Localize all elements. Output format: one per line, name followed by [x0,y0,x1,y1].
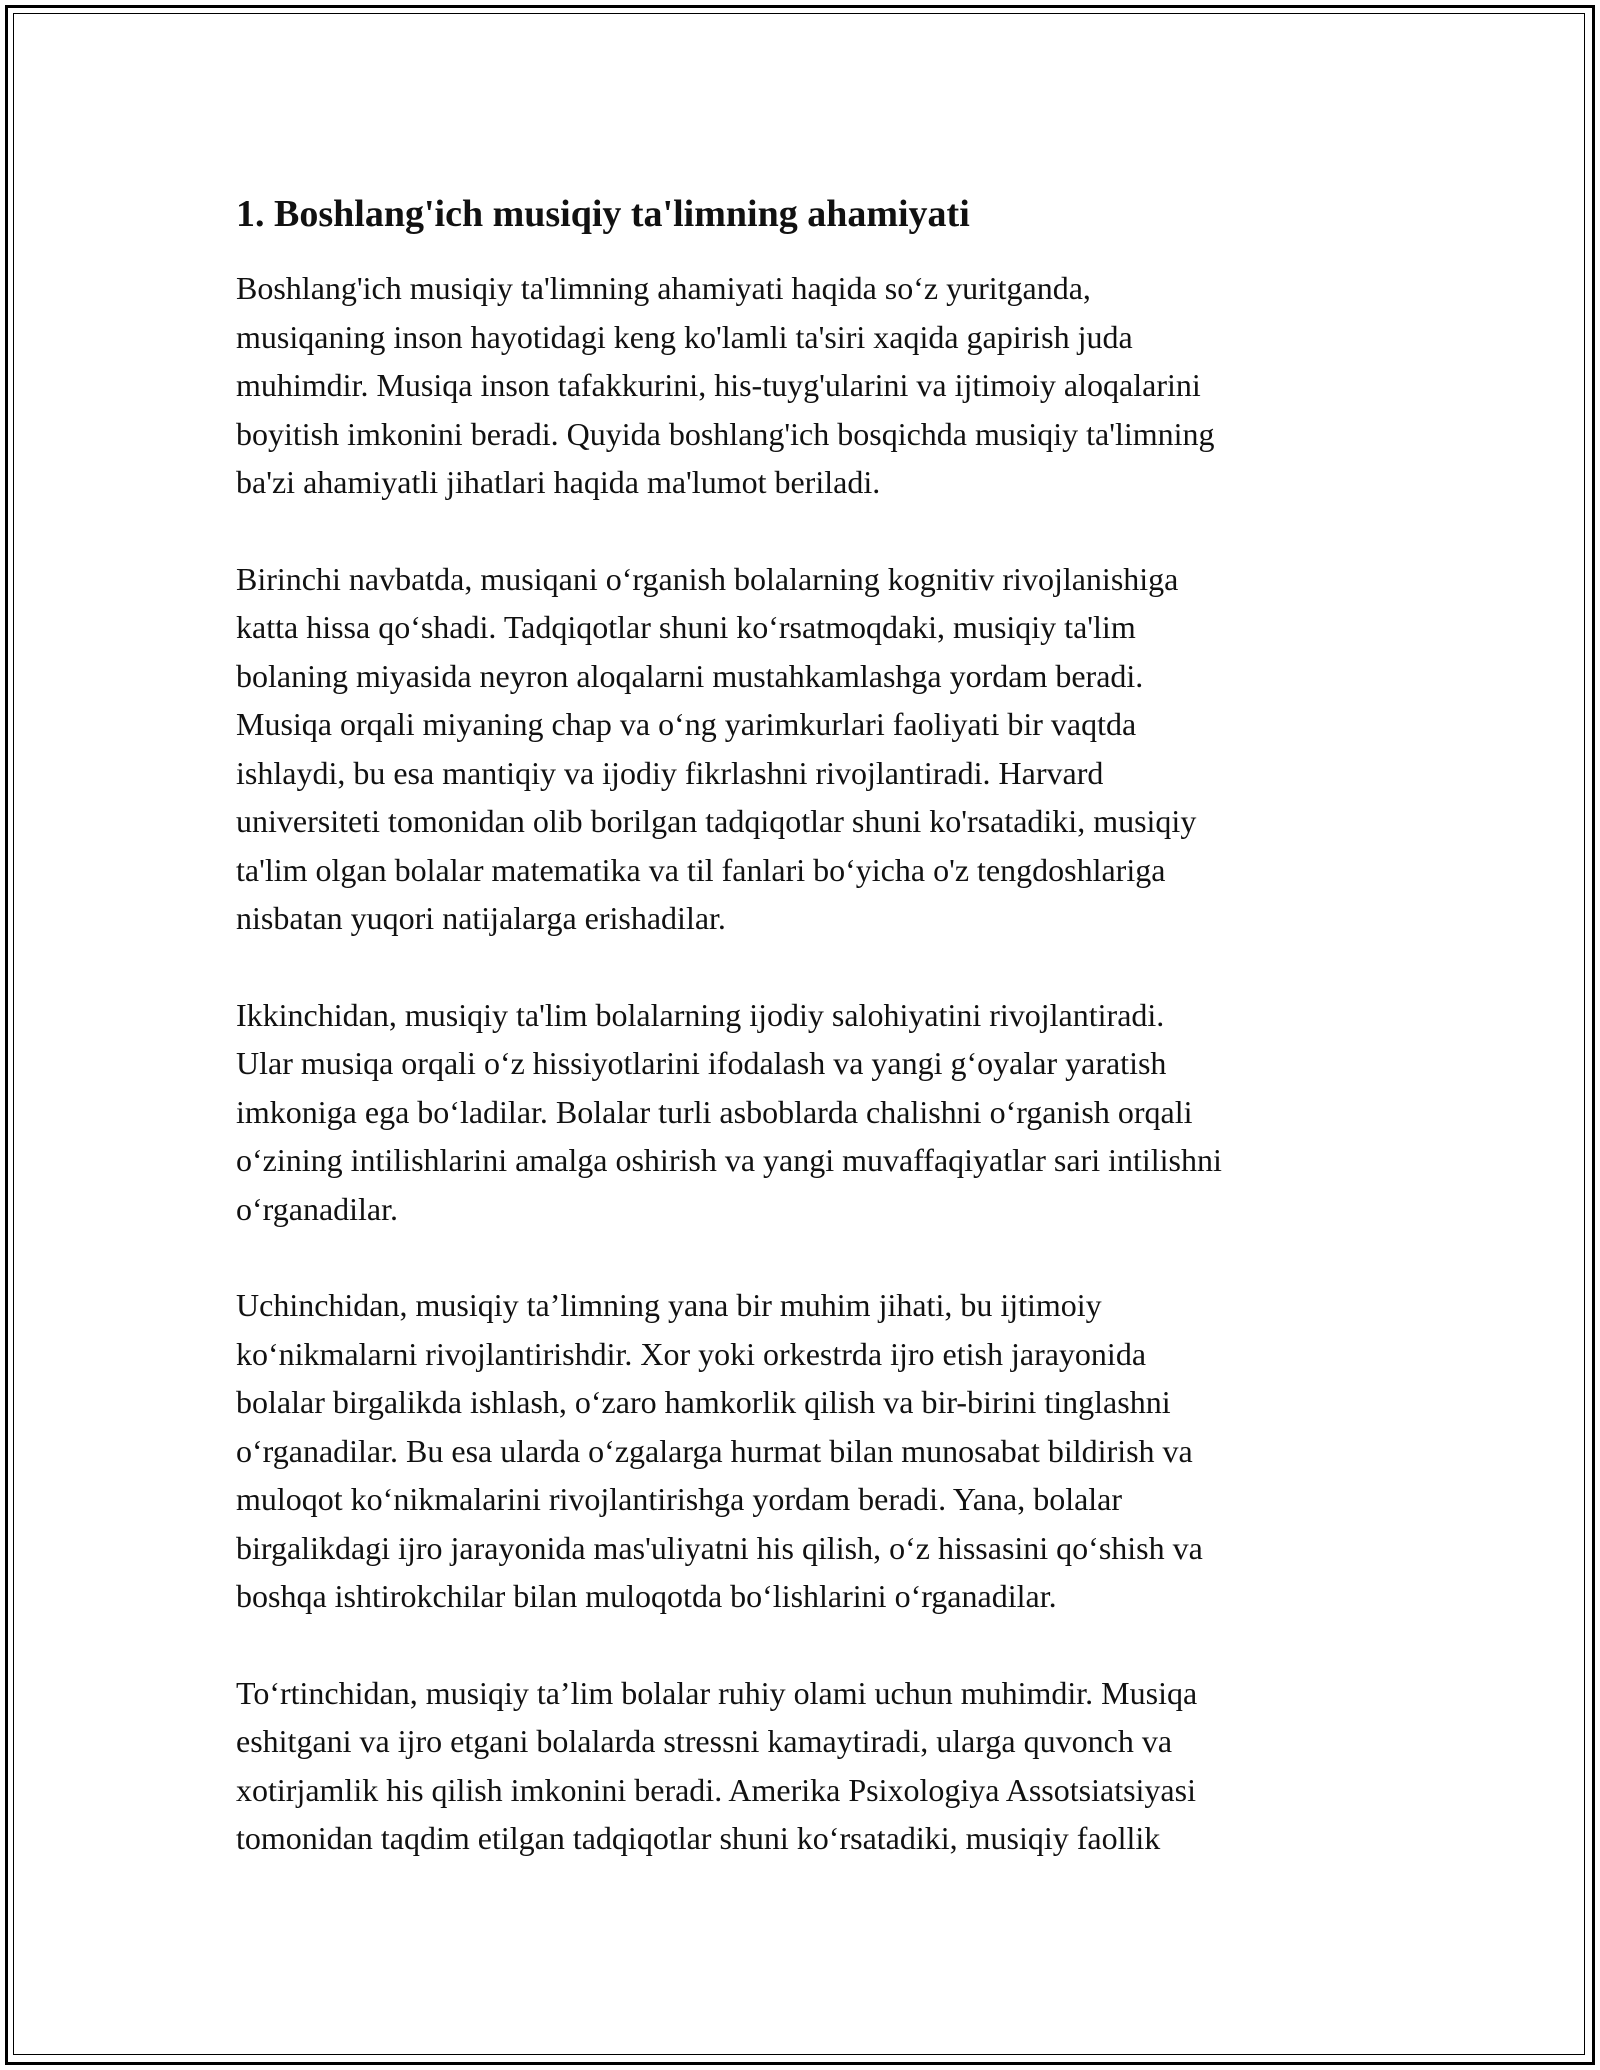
text-line: Boshlang'ich musiqiy ta'limning ahamiyati haqida so‘z yuritganda, [236,270,1091,306]
text-line: ishlaydi, bu esa mantiqiy va ijodiy fikrlashni rivojlantiradi. Harvard [236,754,1104,791]
text-line: imkoniga ega bo‘ladilar. Bolalar turli asboblarda chalishni o‘rganish orqali [236,1093,1193,1130]
text-line: Ikkinchidan, musiqiy ta'lim bolalarning ijodiy salohiyatini rivojlantiradi. [236,996,1165,1033]
paragraph-fourth [236,1669,1376,1863]
text-line: boyitish imkonini beradi. Quyida boshlang'ich bosqichda musiqiy ta'limning [236,415,1215,452]
text-line: Uchinchidan, musiqiy ta’limning yana bir muhim jihati, bu ijtimoiy [236,1287,1102,1323]
text-line: Birinchi navbatda, musiqani o‘rganish bolalarning kognitiv rivojlanishiga [236,560,1179,597]
text-line: tomonidan taqdim etilgan tadqiqotlar shuni ko‘rsatadiki, musiqiy faollik [236,1820,1161,1856]
paragraph-intro [236,264,1376,507]
text-line: birgalikdagi ijro jarayonida mas'uliyatni his qilish, o‘z hissasini qo‘shish va [236,1529,1203,1566]
text-line: katta hissa qo‘shadi. Tadqiqotlar shuni ko‘rsatmoqdaki, musiqiy ta'lim [236,609,1136,645]
document-body [236,188,1376,1911]
text-line: o‘rganadilar. Bu esa ularda o‘zgalarga hurmat bilan munosabat bildirish va [236,1432,1193,1469]
text-line: universiteti tomonidan olib borilgan tadqiqotlar shuni ko'rsatadiki, musiqiy [236,803,1197,839]
paragraph-first [236,555,1376,943]
paragraph-third [236,1281,1376,1621]
text-line: ko‘nikmalarni rivojlantirishdir. Xor yoki orkestrda ijro etish jarayonida [236,1335,1147,1372]
text-line: muhimdir. Musiqa inson tafakkurini, his-tuyg'ularini va ijtimoiy aloqalarini [236,367,1201,403]
text-line: musiqaning inson hayotidagi keng ko'lamli ta'siri xaqida gapirish juda [236,318,1133,355]
text-line: o‘rganadilar. [236,1190,399,1227]
paragraph-second [236,991,1376,1234]
text-line: boshqa ishtirokchilar bilan muloqotda bo‘lishlarini o‘rganadilar. [236,1578,1057,1614]
text-line: bolaning miyasida neyron aloqalarni mustahkamlashga yordam beradi. [236,657,1144,694]
text-line: ba'zi ahamiyatli jihatlari haqida ma'lumot beriladi. [236,464,881,500]
section-heading: 1. Boshlang'ich musiqiy ta'limning ahamiyati [236,193,970,235]
text-line: bolalar birgalikda ishlash, o‘zaro hamkorlik qilish va bir-birini tinglashni [236,1384,1171,1420]
text-line: ta'lim olgan bolalar matematika va til fanlari bo‘yicha o'z tengdoshlariga [236,851,1166,888]
text-line: xotirjamlik his qilish imkonini beradi. Amerika Psixologiya Assotsiatsiyasi [236,1771,1196,1808]
text-line: nisbatan yuqori natijalarga erishadilar. [236,900,726,936]
text-line: muloqot ko‘nikmalarini rivojlantirishga yordam beradi. Yana, bolalar [236,1481,1123,1517]
text-line: Musiqa orqali miyaning chap va o‘ng yarimkurlari faoliyati bir vaqtda [236,706,1137,742]
text-line: Ular musiqa orqali o‘z hissiyotlarini ifodalash va yangi g‘oyalar yaratish [236,1045,1167,1081]
text-line: eshitgani va ijro etgani bolalarda stressni kamaytiradi, ularga quvonch va [236,1723,1173,1759]
text-line: o‘zining intilishlarini amalga oshirish va yangi muvaffaqiyatlar sari intilishni [236,1142,1222,1178]
text-line: To‘rtinchidan, musiqiy ta’lim bolalar ruhiy olami uchun muhimdir. Musiqa [236,1674,1198,1711]
